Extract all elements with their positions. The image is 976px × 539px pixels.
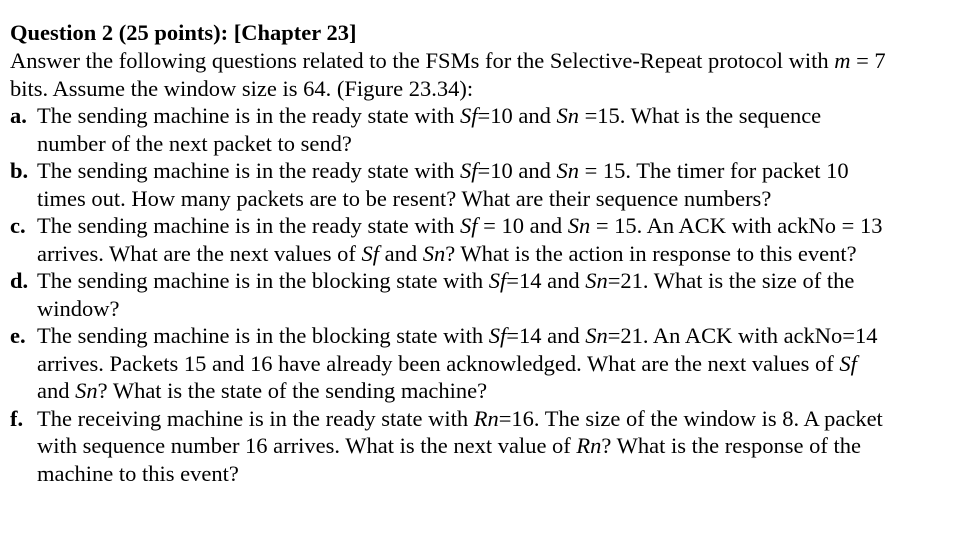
text-segment: =14 and [506,323,586,348]
sub-question-a [10,102,955,157]
variable-name: Sn [567,213,591,238]
sub-question-letter: f. [10,405,24,431]
variable-name: Sn [585,268,608,293]
question-intro [10,47,955,102]
variable-name: Sn [556,158,579,183]
sub-question-line [37,240,955,268]
sub-question-line [37,157,955,185]
variable-name: Sf [460,103,478,128]
text-segment: The sending machine is in the blocking state with [37,268,489,293]
sub-question-line [37,212,955,240]
sub-question-letter: a. [10,103,27,128]
intro-line-2: bits. Assume the window size is 64. (Figure 23.34): [10,75,474,101]
sub-question-letter: e. [10,323,26,348]
sub-question-line [37,267,955,295]
variable-name: Sf [460,213,478,238]
text-segment: =14 and [506,268,586,293]
text-segment: = 10 and [477,213,568,238]
text-segment: The sending machine is in the blocking state with [37,323,489,348]
text-segment: The sending machine is in the ready state with [37,213,461,238]
variable-name: Sf [460,158,478,183]
sub-question-e [10,322,955,405]
text-segment: ? What is the state of the sending machine? [97,378,488,403]
text-segment: =16. The size of the window is 8. A packet [498,405,883,431]
intro-m-variable: m [834,48,851,73]
text-segment: = 15. An ACK with ackNo = 13 [590,213,883,238]
sub-question-letter: c. [10,213,26,238]
sub-question-line [37,322,955,350]
text-segment: times out. How many packets are to be resent? What are their sequence numbers? [37,185,772,211]
intro-line-1-suffix: = 7 [850,48,886,73]
text-segment: =15. What is the sequence [578,103,822,128]
text-segment: arrives. Packets 15 and 16 have already been acknowledged. What are the next values of [37,350,840,376]
sub-question-line [37,102,955,130]
sub-question-f [10,405,955,488]
text-segment: The receiving machine is in the ready state with [37,405,474,431]
question-title: Question 2 (25 points): [Chapter 23] [10,20,357,45]
text-segment: = 15. The timer for packet 10 [578,158,849,183]
text-segment: =10 and [477,158,557,183]
text-segment: =10 and [477,103,557,128]
intro-line-1 [10,47,955,75]
intro-line-1-prefix: Answer the following questions related to the FSMs for the Selective-Repeat protocol with [10,48,835,73]
variable-name: Sn [556,103,579,128]
sub-question-line [37,185,955,213]
text-segment: ? What is the response of the [601,433,861,458]
sub-question-line [37,295,955,323]
text-segment: arrives. What are the next values of [37,240,362,266]
text-segment: machine to this event? [37,460,239,486]
text-segment: window? [37,295,120,321]
text-segment: =21. An ACK with ackNo=14 [607,323,878,348]
text-segment: and [37,378,76,403]
sub-question-line [37,377,955,405]
sub-question-c [10,212,955,267]
sub-question-line [37,460,955,488]
sub-question-list [10,102,955,487]
text-segment: ? What is the action in response to this event? [445,240,857,266]
text-segment: number of the next packet to send? [37,130,352,156]
variable-name: Sn [422,240,446,266]
variable-name: Sf [488,323,507,348]
text-segment: The sending machine is in the ready state with [37,103,461,128]
text-segment: and [378,240,423,266]
sub-question-line [37,405,955,433]
sub-question-line [37,432,955,460]
variable-name: Sf [488,268,507,293]
variable-name: Rn [576,433,602,458]
sub-question-b [10,157,955,212]
variable-name: Sn [75,378,98,403]
sub-question-line [37,130,955,158]
text-segment: =21. What is the size of the [607,268,855,293]
sub-question-d [10,267,955,322]
variable-name: Rn [473,405,499,431]
text-segment: with sequence number 16 arrives. What is the next value of [37,433,577,458]
sub-question-letter: b. [10,158,29,183]
document-page [10,19,955,487]
sub-question-line [37,350,955,378]
variable-name: Sn [585,323,608,348]
variable-name: Sf [361,240,379,266]
text-segment: The sending machine is in the ready state with [37,158,461,183]
sub-question-letter: d. [10,268,29,293]
variable-name: Sf [839,350,857,376]
